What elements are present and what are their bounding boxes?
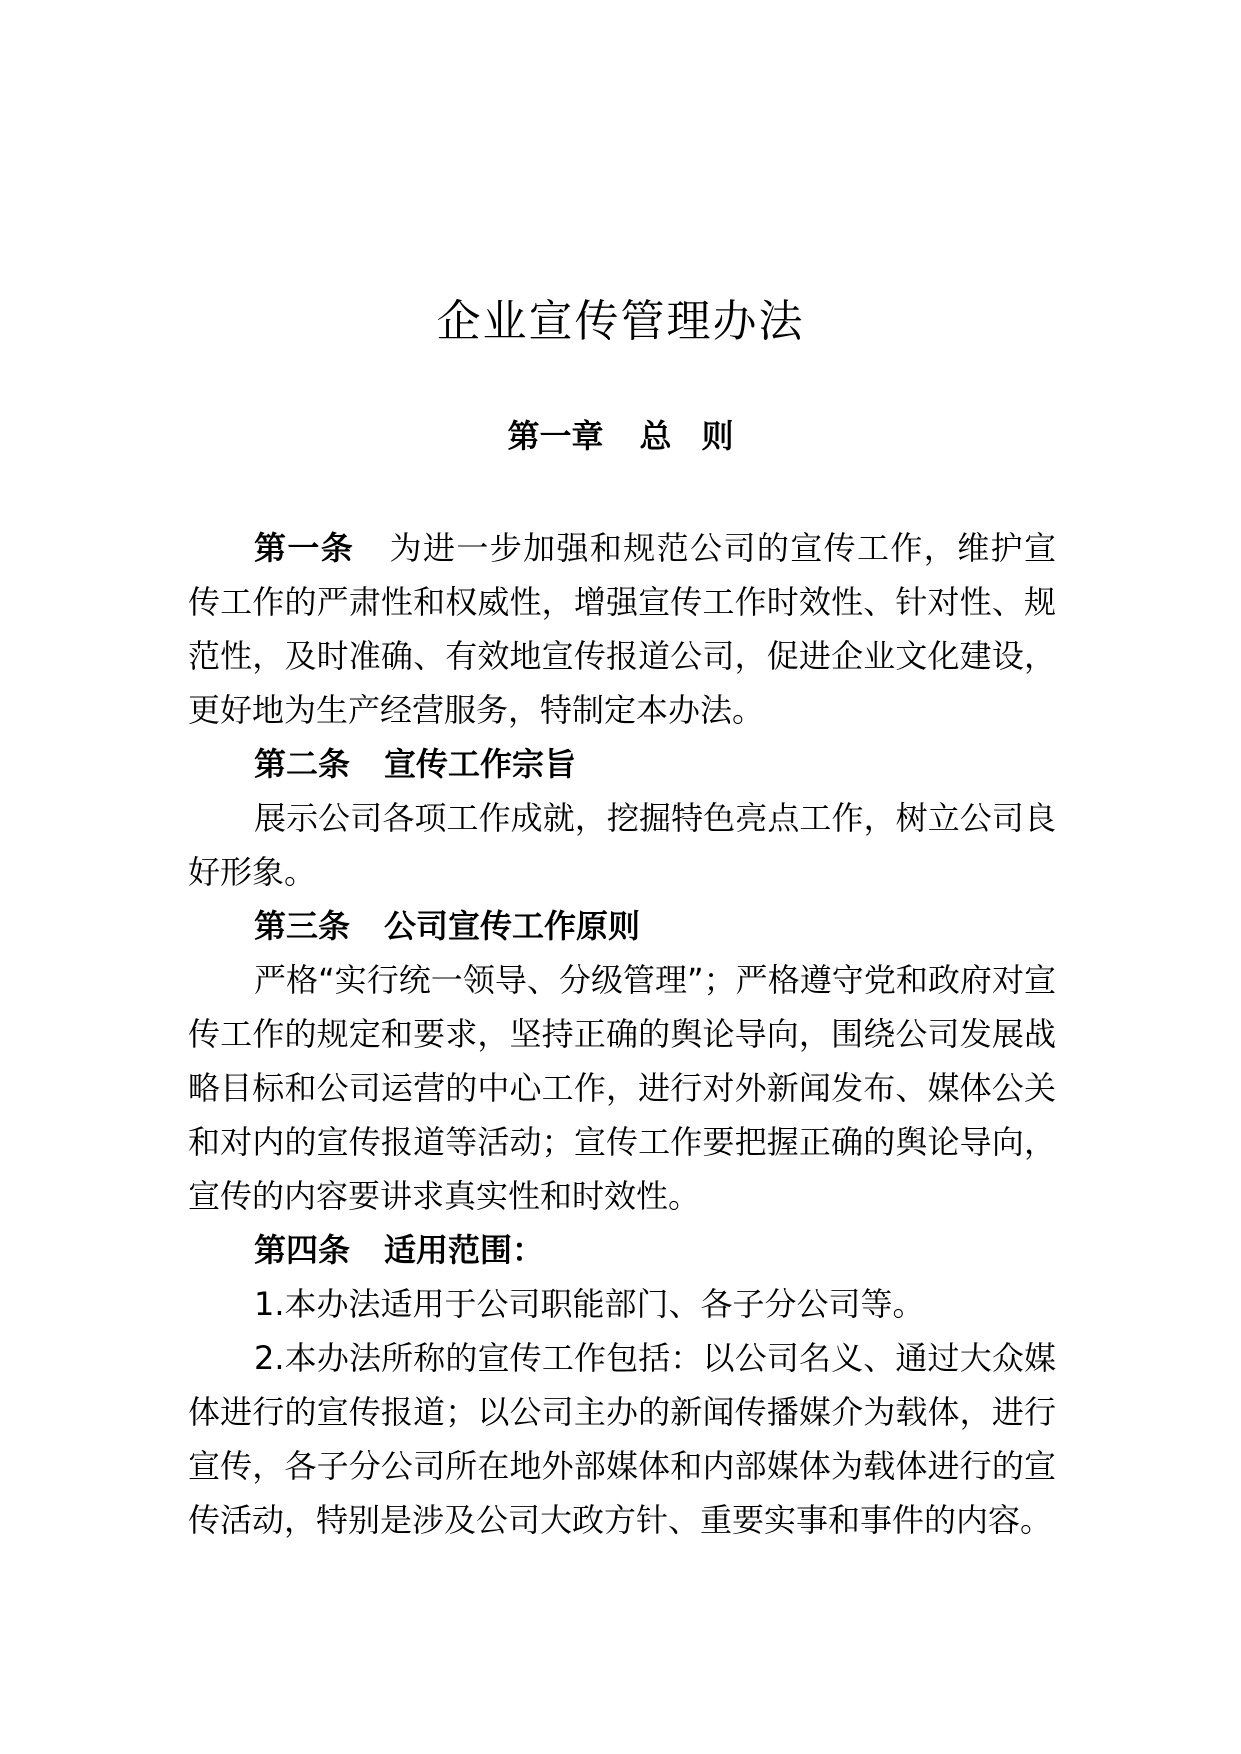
article-4-heading <box>188 1223 1056 1277</box>
article-2-heading <box>188 737 1056 791</box>
article-2-paragraph: 展示公司各项工作成就，挖掘特色亮点工作，树立公司良好形象。 <box>188 799 1056 891</box>
article-1-number: 第一条 <box>254 529 355 567</box>
chapter-name-part1: 总 <box>639 417 672 455</box>
document-body <box>188 521 1056 1547</box>
article-4-title: 适用范围： <box>384 1231 545 1269</box>
article-2-title: 宣传工作宗旨 <box>384 745 577 783</box>
chapter-number: 第一章 <box>507 417 604 455</box>
chapter-name-part2: 则 <box>701 417 734 455</box>
article-4-item-1: 1.本办法适用于公司职能部门、各子分公司等。 <box>254 1285 925 1323</box>
article-3-heading <box>188 899 1056 953</box>
chapter-heading <box>0 412 1241 460</box>
article-1-text: 为进一步加强和规范公司的宣传工作，维护宣传工作的严肃性和权威性，增强宣传工作时效性、针对性、规范性，及时准确、有效地宣传报道公司，促进企业文化建设，更好地为生产经营服务，特制定本办法。 <box>188 529 1056 729</box>
article-3-paragraph: 严格“实行统一领导、分级管理”；严格遵守党和政府对宣传工作的规定和要求，坚持正确的舆论导向，围绕公司发展战略目标和公司运营的中心工作，进行对外新闻发布、媒体公关和对内的宣传报道等活动；宣传工作要把握正确的舆论导向，宣传的内容要讲求真实性和时效性。 <box>188 961 1056 1215</box>
article-4-item-2: 2.本办法所称的宣传工作包括：以公司名义、通过大众媒体进行的宣传报道；以公司主办的新闻传播媒介为载体，进行宣传，各子分公司所在地外部媒体和内部媒体为载体进行的宣传活动，特别是涉及公司大政方针、重要实事和事件的内容。 <box>188 1339 1056 1539</box>
article-3-number: 第三条 <box>254 907 351 945</box>
document-title: 企业宣传管理办法 <box>436 296 805 347</box>
article-1 <box>188 521 1056 737</box>
article-4-number: 第四条 <box>254 1231 351 1269</box>
article-2-number: 第二条 <box>254 745 351 783</box>
article-3-title: 公司宣传工作原则 <box>384 907 641 945</box>
